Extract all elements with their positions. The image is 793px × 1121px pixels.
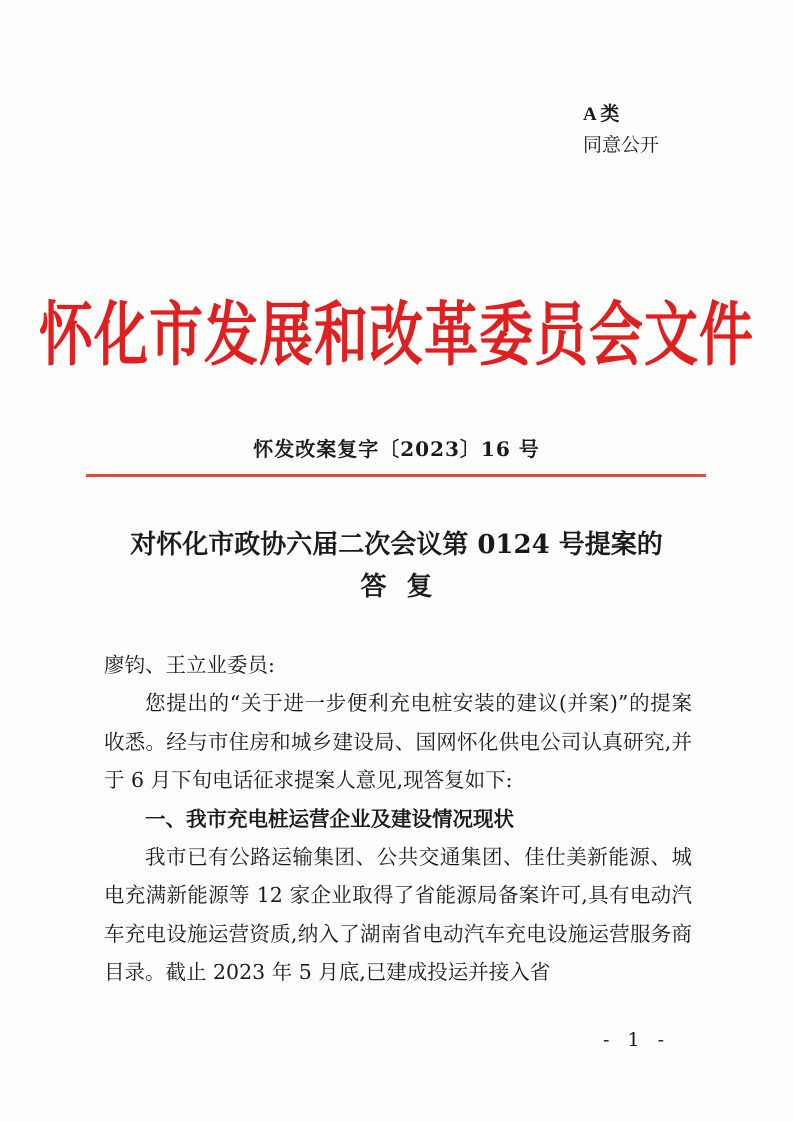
document-title-line1: 对怀化市政协六届二次会议第 0124 号提案的 xyxy=(130,530,663,560)
salutation: 廖钧、王立业委员: xyxy=(104,653,275,677)
classification-block xyxy=(583,100,659,160)
document-title-line2: 答复 xyxy=(360,572,453,602)
document-body xyxy=(104,646,692,992)
body-paragraph-1: 您提出的“关于进一步便利充电桩安装的建议(并案)”的提案收悉。经与市住房和城乡建设局、国网怀化供电公司认真研究,并于 6 月下旬电话征求提案人意见,现答复如下: xyxy=(104,691,692,793)
body-paragraph-2: 我市已有公路运输集团、公共交通集团、佳仕美新能源、城电充满新能源等 12 家企业取得了省能源局备案许可,具有电动汽车充电设施运营资质,纳入了湖南省电动汽车充电设施运营服务商目录。截止 2023 年 5 月底,已建成投运并接入省 xyxy=(104,845,692,985)
red-header-rule xyxy=(86,474,706,477)
disclosure-status: 同意公开 xyxy=(583,134,660,156)
page-number: - 1 - xyxy=(603,1029,671,1051)
document-title xyxy=(0,524,793,608)
issuer-header: 怀化市发展和改革委员会文件 xyxy=(39,294,754,376)
document-number: 怀发改案复字〔2023〕16 号 xyxy=(253,437,540,461)
classification-category: A 类 xyxy=(583,104,620,125)
section-heading-1: 一、我市充电桩运营企业及建设情况现状 xyxy=(145,806,514,831)
